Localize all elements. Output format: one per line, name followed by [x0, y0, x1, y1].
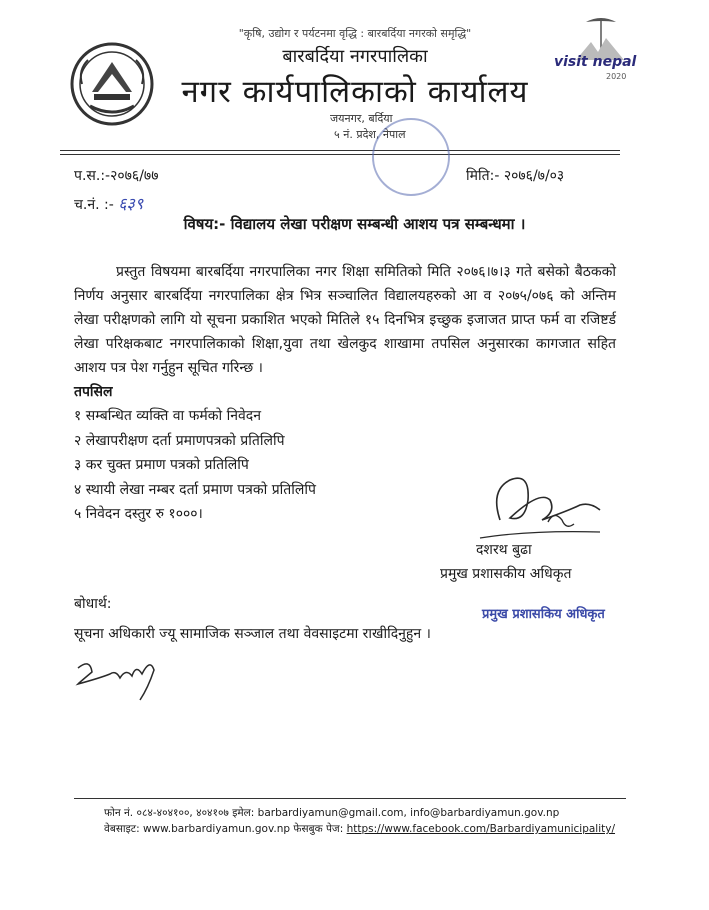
dispatch-number [74, 192, 143, 214]
phone-label: फोन नं. [104, 807, 134, 819]
website-link[interactable]: www.barbardiyamun.gov.np [142, 823, 291, 835]
dispatch-number-label: च.नं. :- [74, 197, 114, 213]
office-name: नगर कार्यपालिकाको कार्यालय [181, 74, 529, 110]
visit-nepal-logo-icon [546, 12, 646, 90]
body-paragraph: प्रस्तुत विषयमा बारबर्दिया नगरपालिका नगर शिक्षा समितिको मिति २०७६।७।३ गते बसेको बैठकको निर्णय अनुसार बारबर्दिया नगरपालिका क्षेत्र भित्र सञ्चालित विद्यालयहरुको आ व २०७५/०७६ को अन्तिम लेखा परीक्षणको लागि यो सूचना प्रकाशित भएको मितिले १५ दिनभित्र इच्छुक इजाजत प्राप्त फर्म वा रजिष्टर्ड लेखा परिक्षकबाट नगरपालिकाको शिक्षा,युवा तथा खेलकुद शाखामा तपसिल अनुसारका कागजात सहित आशय पत्र पेश गर्नुहुन सूचित गरिन्छ । [74, 264, 616, 376]
list-item: १ सम्बन्धित व्यक्ति वा फर्मको निवेदन [74, 408, 261, 424]
list-item: २ लेखापरीक्षण दर्ता प्रमाणपत्रको प्रतिलिपि [74, 432, 285, 449]
footer-contact-line [104, 806, 559, 820]
list-item: ३ कर चुक्त प्रमाण पत्रको प्रतिलिपि [74, 457, 249, 473]
phone-numbers: ०८४-४०४१००, ४०४१०७ [136, 807, 229, 819]
letter-date: मिति:- २०७६/७/०३ [466, 168, 565, 184]
footer-web-line [104, 822, 615, 836]
email-addresses[interactable]: barbardiyamun@gmail.com, info@barbardiyamun.gov.np [257, 807, 560, 819]
cc-label: बोधार्थ: [74, 596, 112, 612]
subject-line: विषय:- विद्यालय लेखा परीक्षण सम्बन्धी आशय पत्र सम्बन्धमा । [183, 215, 526, 233]
signature-icon [470, 460, 610, 550]
list-item: ५ निवेदन दस्तुर रु १०००। [74, 506, 203, 522]
visit-nepal-logo-text: visit nepal [554, 54, 637, 70]
cao-stamp: प्रमुख प्रशासकिय अधिकृत [482, 607, 605, 622]
signer-name: दशरथ बुढा [476, 542, 532, 558]
cc-text: सूचना अधिकारी ज्यू सामाजिक सञ्जाल तथा वेवसाइटमा राखीदिनुहुन । [74, 626, 431, 642]
document-list [74, 404, 316, 527]
government-seal-icon [68, 40, 156, 128]
facebook-link[interactable]: https://www.facebook.com/Barbardiyamunicipality/ [346, 823, 616, 835]
email-label: इमेल: [232, 807, 255, 819]
slogan: "कृषि, उद्योग र पर्यटनमा वृद्धि : बारबर्दिया नगरको समृद्धि" [238, 27, 472, 40]
website-label: वेबसाइट: [104, 823, 140, 835]
office-stamp [372, 118, 450, 196]
list-item: ४ स्थायी लेखा नम्बर दर्ता प्रमाण पत्रको प्रतिलिपि [74, 481, 316, 498]
address: जयनगर, बर्दिया [330, 112, 393, 125]
visit-nepal-logo-year: 2020 [606, 72, 627, 81]
dispatch-number-value: ६३९ [118, 194, 144, 213]
header-divider [60, 150, 620, 151]
municipality-name: बारबर्दिया नगरपालिका [282, 46, 428, 67]
initials-signature-icon [70, 648, 170, 708]
footer-divider [74, 798, 626, 799]
list-heading: तपसिल [74, 384, 113, 400]
header-divider-second [60, 154, 620, 155]
signer-title: प्रमुख प्रशासकीय अधिकृत [440, 566, 572, 582]
reference-number: प.स.:-२०७६/७७ [74, 168, 159, 184]
province: ५ नं. प्रदेश, नेपाल [334, 128, 406, 141]
facebook-label: फेसबुक पेज: [293, 823, 344, 835]
